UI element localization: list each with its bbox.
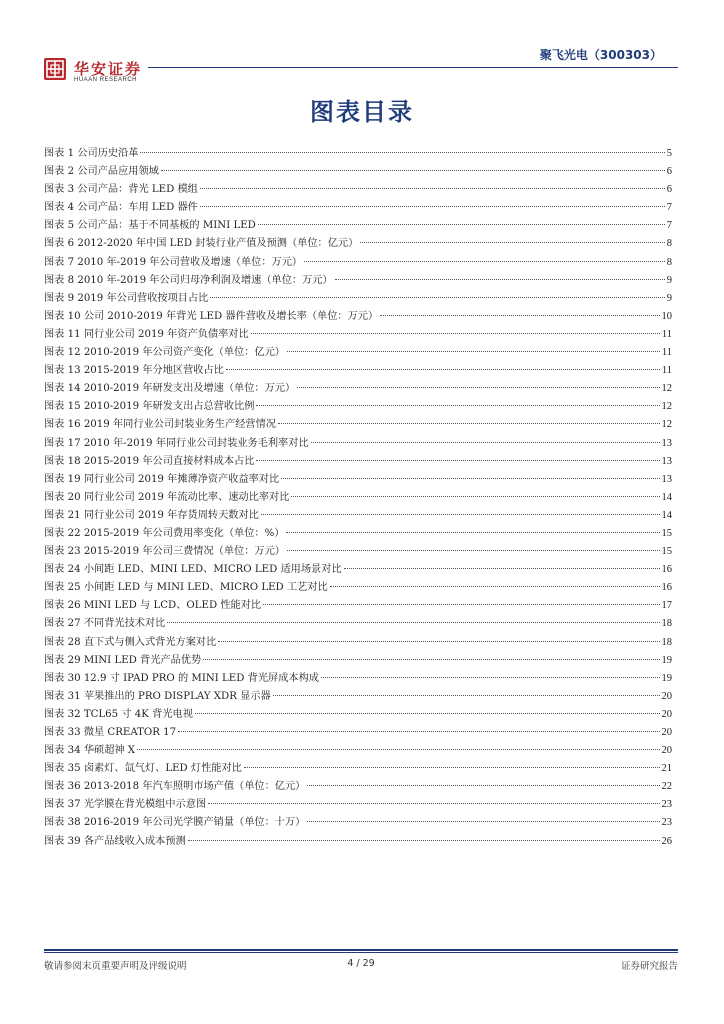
toc-entry-page: 15 — [661, 527, 672, 539]
toc-entry-label: 图表 38 2016-2019 年公司光学膜产销量（单位：十万） — [44, 817, 306, 829]
toc-entry-page: 8 — [666, 238, 672, 250]
toc-dot-leader — [380, 314, 659, 316]
toc-entry-page: 23 — [661, 817, 672, 829]
toc-entry-label: 图表 35 卤素灯、氙气灯、LED 灯性能对比 — [44, 763, 242, 775]
toc-entry-label: 图表 18 2015-2019 年公司直接材料成本占比 — [44, 455, 255, 467]
toc-dot-leader — [261, 513, 660, 515]
toc-entry[interactable] — [44, 308, 672, 326]
toc-entry-label: 图表 8 2010 年-2019 年公司归母净利润及增速（单位：万元） — [44, 274, 333, 286]
toc-entry-label: 图表 27 不同背光技术对比 — [44, 618, 166, 630]
toc-entry[interactable] — [44, 833, 672, 851]
logo-text: 华安证券 — [74, 60, 143, 78]
header-divider — [148, 67, 678, 68]
toc-entry[interactable] — [44, 742, 672, 760]
toc-entry-page: 18 — [661, 618, 672, 630]
toc-entry[interactable] — [44, 471, 672, 489]
toc-entry[interactable] — [44, 724, 672, 742]
toc-entry-page: 7 — [666, 202, 672, 214]
toc-entry[interactable] — [44, 416, 672, 434]
toc-entry-page: 15 — [661, 546, 672, 558]
huaan-logo-icon — [44, 58, 66, 80]
toc-entry[interactable] — [44, 380, 672, 398]
toc-dot-leader — [344, 567, 660, 569]
toc-dot-leader — [208, 802, 659, 804]
toc-entry-label: 图表 25 小间距 LED 与 MINI LED、MICRO LED 工艺对比 — [44, 582, 328, 594]
toc-entry[interactable] — [44, 344, 672, 362]
toc-entry-page: 20 — [661, 690, 672, 702]
toc-entry[interactable] — [44, 362, 672, 380]
toc-entry-page: 10 — [661, 310, 672, 322]
toc-entry-label: 图表 7 2010 年-2019 年公司营收及增速（单位：万元） — [44, 256, 303, 268]
toc-entry-page: 18 — [661, 636, 672, 648]
toc-entry-page: 11 — [661, 365, 672, 377]
toc-entry-page: 11 — [661, 328, 672, 340]
toc-entry[interactable] — [44, 199, 672, 217]
toc-entry-page: 12 — [661, 401, 672, 413]
toc-entry-label: 图表 2 公司产品应用领域 — [44, 166, 159, 178]
toc-entry-label: 图表 13 2015-2019 年分地区营收占比 — [44, 365, 224, 377]
toc-entry[interactable] — [44, 688, 672, 706]
toc-entry[interactable] — [44, 217, 672, 235]
toc-entry-page: 20 — [661, 708, 672, 720]
page-number: 4 / 29 — [347, 958, 375, 969]
toc-entry-label: 图表 30 12.9 寸 IPAD PRO 的 MINI LED 背光屏成本构成 — [44, 672, 319, 684]
toc-dot-leader — [321, 676, 660, 678]
toc-dot-leader — [307, 784, 659, 786]
toc-entry-page: 9 — [666, 292, 672, 304]
toc-entry-label: 图表 32 TCL65 寸 4K 背光电视 — [44, 708, 193, 720]
toc-entry-label: 图表 5 公司产品：基于不同基板的 MINI LED — [44, 220, 256, 232]
toc-entry[interactable] — [44, 453, 672, 471]
toc-entry-label: 图表 31 苹果推出的 PRO DISPLAY XDR 显示器 — [44, 690, 271, 702]
toc-entry[interactable] — [44, 814, 672, 832]
toc-entry-label: 图表 39 各产品线收入成本预测 — [44, 835, 186, 847]
toc-dot-leader — [140, 151, 664, 153]
toc-entry-label: 图表 20 同行业公司 2019 年流动比率、速动比率对比 — [44, 491, 290, 503]
toc-dot-leader — [256, 459, 659, 461]
toc-dot-leader — [258, 223, 665, 225]
toc-entry-label: 图表 19 同行业公司 2019 年摊薄净资产收益率对比 — [44, 473, 280, 485]
toc-dot-leader — [304, 260, 665, 262]
toc-dot-leader — [137, 748, 659, 750]
toc-list — [44, 145, 672, 851]
toc-entry-label: 图表 6 2012-2020 年中国 LED 封装行业产值及预测（单位：亿元） — [44, 238, 359, 250]
toc-entry-label: 图表 4 公司产品：车用 LED 器件 — [44, 202, 198, 214]
toc-title: 图表目录 — [310, 98, 414, 126]
toc-entry[interactable] — [44, 597, 672, 615]
toc-entry-label: 图表 24 小间距 LED、MINI LED、MICRO LED 适用场景对比 — [44, 564, 342, 576]
toc-dot-leader — [311, 441, 660, 443]
toc-dot-leader — [256, 404, 659, 406]
toc-entry[interactable] — [44, 181, 672, 199]
toc-entry[interactable] — [44, 507, 672, 525]
toc-entry-page: 13 — [661, 473, 672, 485]
toc-entry[interactable] — [44, 145, 672, 163]
page-header — [0, 0, 724, 90]
toc-entry[interactable] — [44, 706, 672, 724]
toc-dot-leader — [200, 187, 665, 189]
toc-entry-label: 图表 12 2010-2019 年公司资产变化（单位：亿元） — [44, 347, 285, 359]
toc-entry[interactable] — [44, 561, 672, 579]
toc-entry-label: 图表 37 光学膜在背光模组中示意图 — [44, 799, 207, 811]
toc-entry[interactable] — [44, 543, 672, 561]
toc-dot-leader — [291, 495, 659, 497]
toc-entry-page: 23 — [661, 799, 672, 811]
toc-entry-label: 图表 36 2013-2018 年汽车照明市场产值（单位：亿元） — [44, 781, 306, 793]
toc-entry-label: 图表 21 同行业公司 2019 年存货周转天数对比 — [44, 509, 259, 521]
toc-dot-leader — [281, 477, 659, 479]
toc-entry-page: 11 — [661, 347, 672, 359]
toc-dot-leader — [286, 531, 659, 533]
footer-divider — [44, 949, 678, 951]
toc-entry[interactable] — [44, 272, 672, 290]
toc-entry[interactable] — [44, 760, 672, 778]
toc-entry-page: 6 — [666, 166, 672, 178]
toc-dot-leader — [287, 350, 660, 352]
toc-dot-leader — [297, 386, 659, 388]
toc-entry[interactable] — [44, 634, 672, 652]
toc-entry-label: 图表 17 2010 年-2019 年同行业公司封装业务毛利率对比 — [44, 437, 309, 449]
toc-entry-label: 图表 15 2010-2019 年研发支出占总营收比例 — [44, 401, 255, 413]
toc-entry[interactable] — [44, 326, 672, 344]
toc-entry-page: 13 — [661, 455, 672, 467]
toc-dot-leader — [335, 278, 665, 280]
toc-entry[interactable] — [44, 670, 672, 688]
toc-dot-leader — [203, 658, 659, 660]
toc-entry-page: 12 — [661, 419, 672, 431]
toc-entry-page: 5 — [666, 148, 672, 159]
toc-dot-leader — [218, 640, 659, 642]
toc-entry-label: 图表 22 2015-2019 年公司费用率变化（单位：%） — [44, 527, 285, 539]
toc-dot-leader — [210, 296, 664, 298]
toc-entry-page: 20 — [661, 745, 672, 757]
toc-entry-page: 22 — [661, 781, 672, 793]
toc-dot-leader — [161, 169, 665, 171]
toc-entry[interactable] — [44, 435, 672, 453]
toc-entry-page: 26 — [661, 835, 672, 847]
toc-entry-label: 图表 23 2015-2019 年公司三费情况（单位：万元） — [44, 546, 285, 558]
toc-entry-page: 14 — [661, 509, 672, 521]
report-type: 证券研究报告 — [620, 961, 678, 972]
toc-entry[interactable] — [44, 290, 672, 308]
toc-entry[interactable] — [44, 398, 672, 416]
toc-entry[interactable] — [44, 163, 672, 181]
toc-entry-label: 图表 34 华硕超神 X — [44, 745, 136, 757]
toc-entry[interactable] — [44, 579, 672, 597]
toc-entry-label: 图表 26 MINI LED 与 LCD、OLED 性能对比 — [44, 600, 262, 612]
toc-entry-label: 图表 33 微星 CREATOR 17 — [44, 727, 177, 738]
toc-entry[interactable] — [44, 525, 672, 543]
toc-entry-label: 图表 1 公司历史沿革 — [44, 148, 139, 159]
toc-entry-page: 16 — [661, 582, 672, 594]
toc-entry-page: 16 — [661, 564, 672, 576]
toc-entry[interactable] — [44, 796, 672, 814]
toc-entry-label: 图表 11 同行业公司 2019 年资产负债率对比 — [44, 328, 249, 340]
toc-entry-page: 17 — [661, 600, 672, 612]
toc-entry-page: 12 — [661, 383, 672, 395]
page-footer — [44, 958, 678, 972]
toc-entry[interactable] — [44, 778, 672, 796]
toc-dot-leader — [360, 241, 664, 243]
toc-dot-leader — [200, 205, 665, 207]
toc-dot-leader — [244, 766, 660, 768]
toc-dot-leader — [178, 730, 659, 732]
toc-dot-leader — [226, 368, 660, 370]
toc-entry-label: 图表 9 2019 年公司营收按项目占比 — [44, 292, 209, 304]
toc-dot-leader — [188, 839, 660, 841]
toc-entry-page: 6 — [666, 184, 672, 196]
toc-entry-page: 20 — [661, 727, 672, 738]
company-name: 聚飞光电（300303） — [539, 48, 662, 62]
toc-entry-label: 图表 10 公司 2010-2019 年背光 LED 器件营收及增长率（单位：万元） — [44, 310, 379, 322]
toc-dot-leader — [263, 603, 659, 605]
toc-dot-leader — [273, 694, 660, 696]
toc-dot-leader — [195, 712, 660, 714]
toc-entry[interactable] — [44, 235, 672, 253]
toc-entry-label: 图表 29 MINI LED 背光产品优势 — [44, 654, 202, 666]
toc-dot-leader — [251, 332, 660, 334]
toc-dot-leader — [307, 820, 659, 822]
toc-entry[interactable] — [44, 489, 672, 507]
toc-entry[interactable] — [44, 615, 672, 633]
toc-entry-page: 14 — [661, 491, 672, 503]
toc-entry[interactable] — [44, 254, 672, 272]
footer-disclaimer: 敬请参阅末页重要声明及评级说明 — [44, 961, 187, 972]
logo-subtitle: HUAAN RESEARCH — [74, 77, 138, 83]
toc-dot-leader — [287, 549, 660, 551]
toc-entry-label: 图表 3 公司产品：背光 LED 模组 — [44, 184, 198, 196]
toc-entry-label: 图表 28 直下式与侧入式背光方案对比 — [44, 636, 217, 648]
toc-entry-label: 图表 16 2019 年同行业公司封装业务生产经营情况 — [44, 419, 276, 431]
toc-entry-page: 19 — [661, 654, 672, 666]
footer-divider-thin — [44, 952, 678, 953]
toc-entry-page: 21 — [661, 763, 672, 775]
toc-dot-leader — [167, 621, 659, 623]
toc-entry-page: 8 — [666, 256, 672, 268]
toc-entry-page: 19 — [661, 672, 672, 684]
toc-entry-page: 9 — [666, 274, 672, 286]
toc-dot-leader — [330, 585, 660, 587]
toc-entry-page: 13 — [661, 437, 672, 449]
toc-entry[interactable] — [44, 652, 672, 670]
toc-entry-page: 7 — [666, 220, 672, 232]
toc-entry-label: 图表 14 2010-2019 年研发支出及增速（单位：万元） — [44, 383, 296, 395]
toc-dot-leader — [278, 422, 660, 424]
